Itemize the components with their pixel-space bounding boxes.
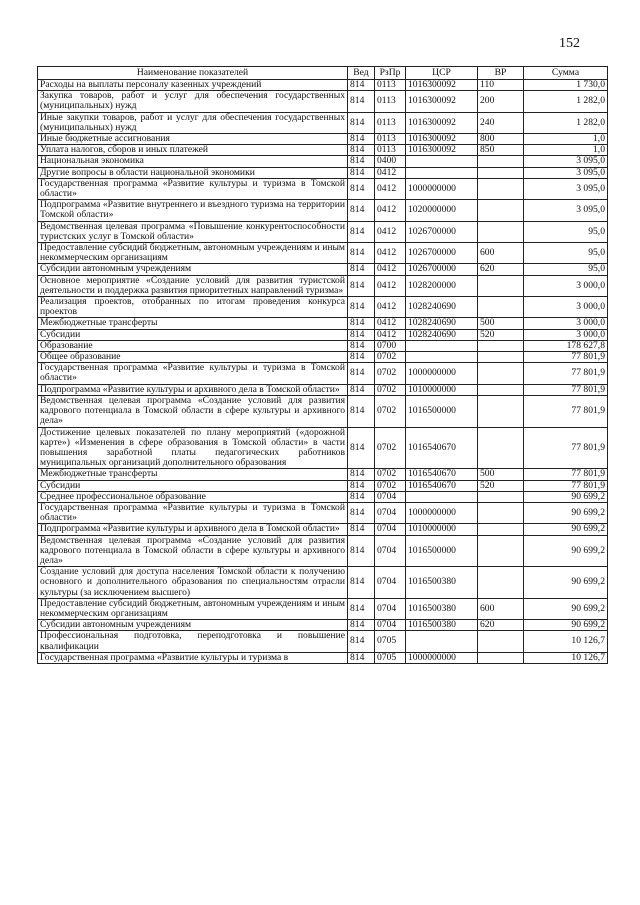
cell-sum: 90 699,2 xyxy=(524,620,608,631)
cell-rzpr: 0412 xyxy=(375,221,406,242)
cell-ved: 814 xyxy=(348,275,375,296)
cell-sum: 1 730,0 xyxy=(524,80,608,91)
cell-rzpr: 0113 xyxy=(375,80,406,91)
cell-ved: 814 xyxy=(348,598,375,619)
cell-name: Профессиональная подготовка, переподготовка и повышение квалификации xyxy=(38,631,348,652)
table-row xyxy=(38,535,608,567)
cell-name: Основное мероприятие «Создание условий для развития туристской деятельности и поддержка развития приоритетных направлений туризма» xyxy=(38,275,348,296)
table-row xyxy=(38,275,608,296)
cell-sum: 77 801,9 xyxy=(524,363,608,384)
cell-sum: 10 126,7 xyxy=(524,631,608,652)
cell-csr xyxy=(406,631,478,652)
cell-rzpr: 0700 xyxy=(375,340,406,351)
cell-vr: 800 xyxy=(478,134,524,145)
cell-sum: 77 801,9 xyxy=(524,395,608,427)
cell-csr: 1016300092 xyxy=(406,145,478,156)
cell-vr: 500 xyxy=(478,318,524,329)
cell-name: Субсидии автономным учреждениям xyxy=(38,620,348,631)
cell-csr: 1010000000 xyxy=(406,524,478,535)
table-row xyxy=(38,329,608,340)
header-rzpr: РзПр xyxy=(375,67,406,80)
cell-vr xyxy=(478,178,524,199)
cell-vr xyxy=(478,502,524,523)
cell-vr xyxy=(478,384,524,395)
cell-ved: 814 xyxy=(348,112,375,133)
cell-sum: 1,0 xyxy=(524,145,608,156)
cell-vr xyxy=(478,221,524,242)
cell-sum: 3 000,0 xyxy=(524,297,608,318)
cell-rzpr: 0412 xyxy=(375,329,406,340)
cell-name: Субсидии xyxy=(38,480,348,491)
cell-sum: 3 000,0 xyxy=(524,275,608,296)
cell-sum: 77 801,9 xyxy=(524,427,608,469)
cell-csr xyxy=(406,491,478,502)
cell-rzpr: 0702 xyxy=(375,480,406,491)
cell-csr: 1026700000 xyxy=(406,264,478,275)
cell-rzpr: 0702 xyxy=(375,384,406,395)
table-row xyxy=(38,620,608,631)
cell-ved: 814 xyxy=(348,352,375,363)
table-row xyxy=(38,384,608,395)
cell-rzpr: 0412 xyxy=(375,297,406,318)
cell-rzpr: 0704 xyxy=(375,567,406,599)
cell-vr xyxy=(478,652,524,663)
cell-rzpr: 0113 xyxy=(375,134,406,145)
cell-ved: 814 xyxy=(348,427,375,469)
table-row xyxy=(38,631,608,652)
table-row xyxy=(38,502,608,523)
cell-csr: 1000000000 xyxy=(406,363,478,384)
cell-rzpr: 0704 xyxy=(375,598,406,619)
cell-ved: 814 xyxy=(348,167,375,178)
cell-csr: 1016300092 xyxy=(406,112,478,133)
cell-ved: 814 xyxy=(348,395,375,427)
cell-name: Создание условий для доступа населения Томской области к получению основного и дополнительного образования по специальностям отрасли культуры (за исключением высшего) xyxy=(38,567,348,599)
cell-sum: 77 801,9 xyxy=(524,384,608,395)
cell-vr: 200 xyxy=(478,91,524,112)
cell-name: Государственная программа «Развитие культуры и туризма в Томской области» xyxy=(38,363,348,384)
cell-name: Предоставление субсидий бюджетным, автономным учреждениям и иным некоммерческим организациям xyxy=(38,243,348,264)
cell-name: Ведомственная целевая программа «Повышение конкурентоспособности туристских услуг в Томской области» xyxy=(38,221,348,242)
cell-ved: 814 xyxy=(348,567,375,599)
table-row xyxy=(38,264,608,275)
cell-ved: 814 xyxy=(348,80,375,91)
cell-ved: 814 xyxy=(348,652,375,663)
cell-sum: 95,0 xyxy=(524,243,608,264)
cell-ved: 814 xyxy=(348,535,375,567)
cell-vr xyxy=(478,167,524,178)
cell-sum: 95,0 xyxy=(524,221,608,242)
cell-rzpr: 0704 xyxy=(375,502,406,523)
cell-name: Иные закупки товаров, работ и услуг для обеспечения государственных (муниципальных) нужд xyxy=(38,112,348,133)
table-row xyxy=(38,112,608,133)
cell-csr: 1000000000 xyxy=(406,178,478,199)
cell-rzpr: 0113 xyxy=(375,112,406,133)
cell-rzpr: 0412 xyxy=(375,167,406,178)
cell-csr: 1016500380 xyxy=(406,620,478,631)
cell-vr xyxy=(478,427,524,469)
cell-sum: 77 801,9 xyxy=(524,352,608,363)
cell-ved: 814 xyxy=(348,134,375,145)
cell-ved: 814 xyxy=(348,200,375,221)
table-row xyxy=(38,221,608,242)
cell-name: Образование xyxy=(38,340,348,351)
cell-vr: 520 xyxy=(478,329,524,340)
cell-csr: 1016300092 xyxy=(406,91,478,112)
cell-name: Ведомственная целевая программа «Создание условий для развития кадрового потенциала в Томской области в сфере культуры и архивного дела» xyxy=(38,395,348,427)
cell-sum: 3 095,0 xyxy=(524,156,608,167)
cell-ved: 814 xyxy=(348,491,375,502)
cell-rzpr: 0412 xyxy=(375,200,406,221)
cell-rzpr: 0412 xyxy=(375,275,406,296)
cell-csr: 1016540670 xyxy=(406,469,478,480)
cell-name: Национальная экономика xyxy=(38,156,348,167)
table-row xyxy=(38,567,608,599)
cell-name: Уплата налогов, сборов и иных платежей xyxy=(38,145,348,156)
cell-csr: 1026700000 xyxy=(406,221,478,242)
cell-sum: 90 699,2 xyxy=(524,535,608,567)
cell-ved: 814 xyxy=(348,318,375,329)
header-csr: ЦСР xyxy=(406,67,478,80)
cell-name: Государственная программа «Развитие культуры и туризма в Томской области» xyxy=(38,178,348,199)
cell-vr xyxy=(478,395,524,427)
cell-sum: 1 282,0 xyxy=(524,112,608,133)
cell-csr: 1016500380 xyxy=(406,598,478,619)
cell-name: Общее образование xyxy=(38,352,348,363)
cell-csr: 1016300092 xyxy=(406,80,478,91)
cell-sum: 90 699,2 xyxy=(524,567,608,599)
header-ved: Вед xyxy=(348,67,375,80)
cell-sum: 10 126,7 xyxy=(524,652,608,663)
cell-name: Межбюджетные трансферты xyxy=(38,469,348,480)
cell-sum: 178 627,8 xyxy=(524,340,608,351)
cell-sum: 90 699,2 xyxy=(524,524,608,535)
cell-csr: 1000000000 xyxy=(406,652,478,663)
cell-rzpr: 0702 xyxy=(375,352,406,363)
table-row xyxy=(38,318,608,329)
cell-name: Межбюджетные трансферты xyxy=(38,318,348,329)
cell-name: Реализация проектов, отобранных по итогам проведения конкурса проектов xyxy=(38,297,348,318)
cell-csr: 1016500000 xyxy=(406,395,478,427)
table-row xyxy=(38,652,608,663)
cell-csr: 1000000000 xyxy=(406,502,478,523)
cell-ved: 814 xyxy=(348,631,375,652)
cell-csr: 1028240690 xyxy=(406,297,478,318)
cell-name: Субсидии автономным учреждениям xyxy=(38,264,348,275)
table-row xyxy=(38,91,608,112)
table-row xyxy=(38,524,608,535)
cell-vr: 110 xyxy=(478,80,524,91)
cell-ved: 814 xyxy=(348,502,375,523)
cell-sum: 90 699,2 xyxy=(524,491,608,502)
table-row xyxy=(38,491,608,502)
cell-csr: 1016300092 xyxy=(406,134,478,145)
cell-name: Субсидии xyxy=(38,329,348,340)
cell-rzpr: 0412 xyxy=(375,178,406,199)
table-row xyxy=(38,145,608,156)
cell-sum: 1,0 xyxy=(524,134,608,145)
cell-rzpr: 0400 xyxy=(375,156,406,167)
table-row xyxy=(38,200,608,221)
cell-rzpr: 0702 xyxy=(375,395,406,427)
cell-vr xyxy=(478,340,524,351)
table-row xyxy=(38,480,608,491)
cell-ved: 814 xyxy=(348,384,375,395)
cell-name: Государственная программа «Развитие культуры и туризма в Томской области» xyxy=(38,502,348,523)
cell-vr: 600 xyxy=(478,243,524,264)
cell-ved: 814 xyxy=(348,145,375,156)
cell-name: Иные бюджетные ассигнования xyxy=(38,134,348,145)
cell-csr xyxy=(406,167,478,178)
cell-ved: 814 xyxy=(348,363,375,384)
cell-sum: 3 000,0 xyxy=(524,329,608,340)
table-row xyxy=(38,167,608,178)
table-row xyxy=(38,363,608,384)
cell-vr xyxy=(478,156,524,167)
cell-vr xyxy=(478,363,524,384)
cell-csr: 1016540670 xyxy=(406,427,478,469)
table-row xyxy=(38,469,608,480)
cell-csr: 1028240690 xyxy=(406,329,478,340)
cell-sum: 3 000,0 xyxy=(524,318,608,329)
cell-sum: 77 801,9 xyxy=(524,480,608,491)
cell-ved: 814 xyxy=(348,264,375,275)
cell-sum: 95,0 xyxy=(524,264,608,275)
cell-rzpr: 0702 xyxy=(375,469,406,480)
cell-name: Среднее профессиональное образование xyxy=(38,491,348,502)
cell-vr: 520 xyxy=(478,480,524,491)
cell-rzpr: 0704 xyxy=(375,524,406,535)
cell-sum: 77 801,9 xyxy=(524,469,608,480)
table-body xyxy=(38,80,608,664)
cell-csr: 1016500000 xyxy=(406,535,478,567)
cell-vr xyxy=(478,297,524,318)
cell-ved: 814 xyxy=(348,469,375,480)
cell-rzpr: 0704 xyxy=(375,620,406,631)
cell-ved: 814 xyxy=(348,221,375,242)
cell-csr: 1026700000 xyxy=(406,243,478,264)
table-row xyxy=(38,395,608,427)
cell-vr: 240 xyxy=(478,112,524,133)
cell-rzpr: 0113 xyxy=(375,91,406,112)
cell-vr xyxy=(478,567,524,599)
cell-vr xyxy=(478,275,524,296)
cell-csr xyxy=(406,352,478,363)
cell-ved: 814 xyxy=(348,156,375,167)
cell-vr: 850 xyxy=(478,145,524,156)
cell-name: Закупка товаров, работ и услуг для обеспечения государственных (муниципальных) нужд xyxy=(38,91,348,112)
cell-vr xyxy=(478,524,524,535)
page-number: 152 xyxy=(559,36,580,51)
cell-vr xyxy=(478,535,524,567)
table-row xyxy=(38,243,608,264)
cell-name: Расходы на выплаты персоналу казенных учреждений xyxy=(38,80,348,91)
cell-vr xyxy=(478,491,524,502)
cell-rzpr: 0704 xyxy=(375,491,406,502)
budget-table xyxy=(37,66,608,664)
cell-vr: 600 xyxy=(478,598,524,619)
cell-name: Подпрограмма «Развитие культуры и архивного дела в Томской области» xyxy=(38,384,348,395)
cell-csr: 1016540670 xyxy=(406,480,478,491)
cell-csr: 1016500380 xyxy=(406,567,478,599)
cell-csr: 1020000000 xyxy=(406,200,478,221)
cell-rzpr: 0412 xyxy=(375,243,406,264)
cell-ved: 814 xyxy=(348,524,375,535)
header-sum: Сумма xyxy=(524,67,608,80)
cell-ved: 814 xyxy=(348,620,375,631)
cell-rzpr: 0113 xyxy=(375,145,406,156)
cell-name: Подпрограмма «Развитие культуры и архивного дела в Томской области» xyxy=(38,524,348,535)
cell-sum: 90 699,2 xyxy=(524,598,608,619)
cell-rzpr: 0705 xyxy=(375,652,406,663)
cell-ved: 814 xyxy=(348,297,375,318)
cell-csr xyxy=(406,340,478,351)
cell-vr xyxy=(478,200,524,221)
cell-rzpr: 0704 xyxy=(375,535,406,567)
table-row xyxy=(38,598,608,619)
cell-ved: 814 xyxy=(348,329,375,340)
table-row xyxy=(38,297,608,318)
table-row xyxy=(38,427,608,469)
cell-sum: 90 699,2 xyxy=(524,502,608,523)
cell-vr xyxy=(478,631,524,652)
table-row xyxy=(38,352,608,363)
cell-csr: 1028240690 xyxy=(406,318,478,329)
cell-name: Подпрограмма «Развитие внутреннего и въездного туризма на территории Томской области» xyxy=(38,200,348,221)
cell-ved: 814 xyxy=(348,480,375,491)
table-row xyxy=(38,80,608,91)
cell-ved: 814 xyxy=(348,340,375,351)
table-header-row xyxy=(38,67,608,80)
cell-sum: 1 282,0 xyxy=(524,91,608,112)
cell-ved: 814 xyxy=(348,178,375,199)
cell-vr: 620 xyxy=(478,620,524,631)
table-row xyxy=(38,134,608,145)
cell-vr: 500 xyxy=(478,469,524,480)
cell-rzpr: 0702 xyxy=(375,427,406,469)
cell-rzpr: 0412 xyxy=(375,318,406,329)
cell-csr: 1010000000 xyxy=(406,384,478,395)
cell-vr: 620 xyxy=(478,264,524,275)
cell-name: Другие вопросы в области национальной экономики xyxy=(38,167,348,178)
cell-name: Государственная программа «Развитие культуры и туризма в xyxy=(38,652,348,663)
cell-csr: 1028200000 xyxy=(406,275,478,296)
cell-name: Достижение целевых показателей по плану мероприятий («дорожной карте») «Изменения в сфере образования в Томской области» в части повышения заработной платы педагогических работников муниципальных организаций дополнительного образования xyxy=(38,427,348,469)
cell-name: Ведомственная целевая программа «Создание условий для развития кадрового потенциала в Томской области в сфере культуры и архивного дела» xyxy=(38,535,348,567)
cell-ved: 814 xyxy=(348,91,375,112)
cell-sum: 3 095,0 xyxy=(524,167,608,178)
cell-rzpr: 0705 xyxy=(375,631,406,652)
cell-csr xyxy=(406,156,478,167)
cell-rzpr: 0702 xyxy=(375,363,406,384)
table-row xyxy=(38,340,608,351)
table-row xyxy=(38,156,608,167)
header-vr: ВР xyxy=(478,67,524,80)
cell-ved: 814 xyxy=(348,243,375,264)
table-row xyxy=(38,178,608,199)
cell-vr xyxy=(478,352,524,363)
cell-name: Предоставление субсидий бюджетным, автономным учреждениям и иным некоммерческим организациям xyxy=(38,598,348,619)
cell-sum: 3 095,0 xyxy=(524,200,608,221)
header-name: Наименование показателей xyxy=(38,67,348,80)
cell-sum: 3 095,0 xyxy=(524,178,608,199)
cell-rzpr: 0412 xyxy=(375,264,406,275)
